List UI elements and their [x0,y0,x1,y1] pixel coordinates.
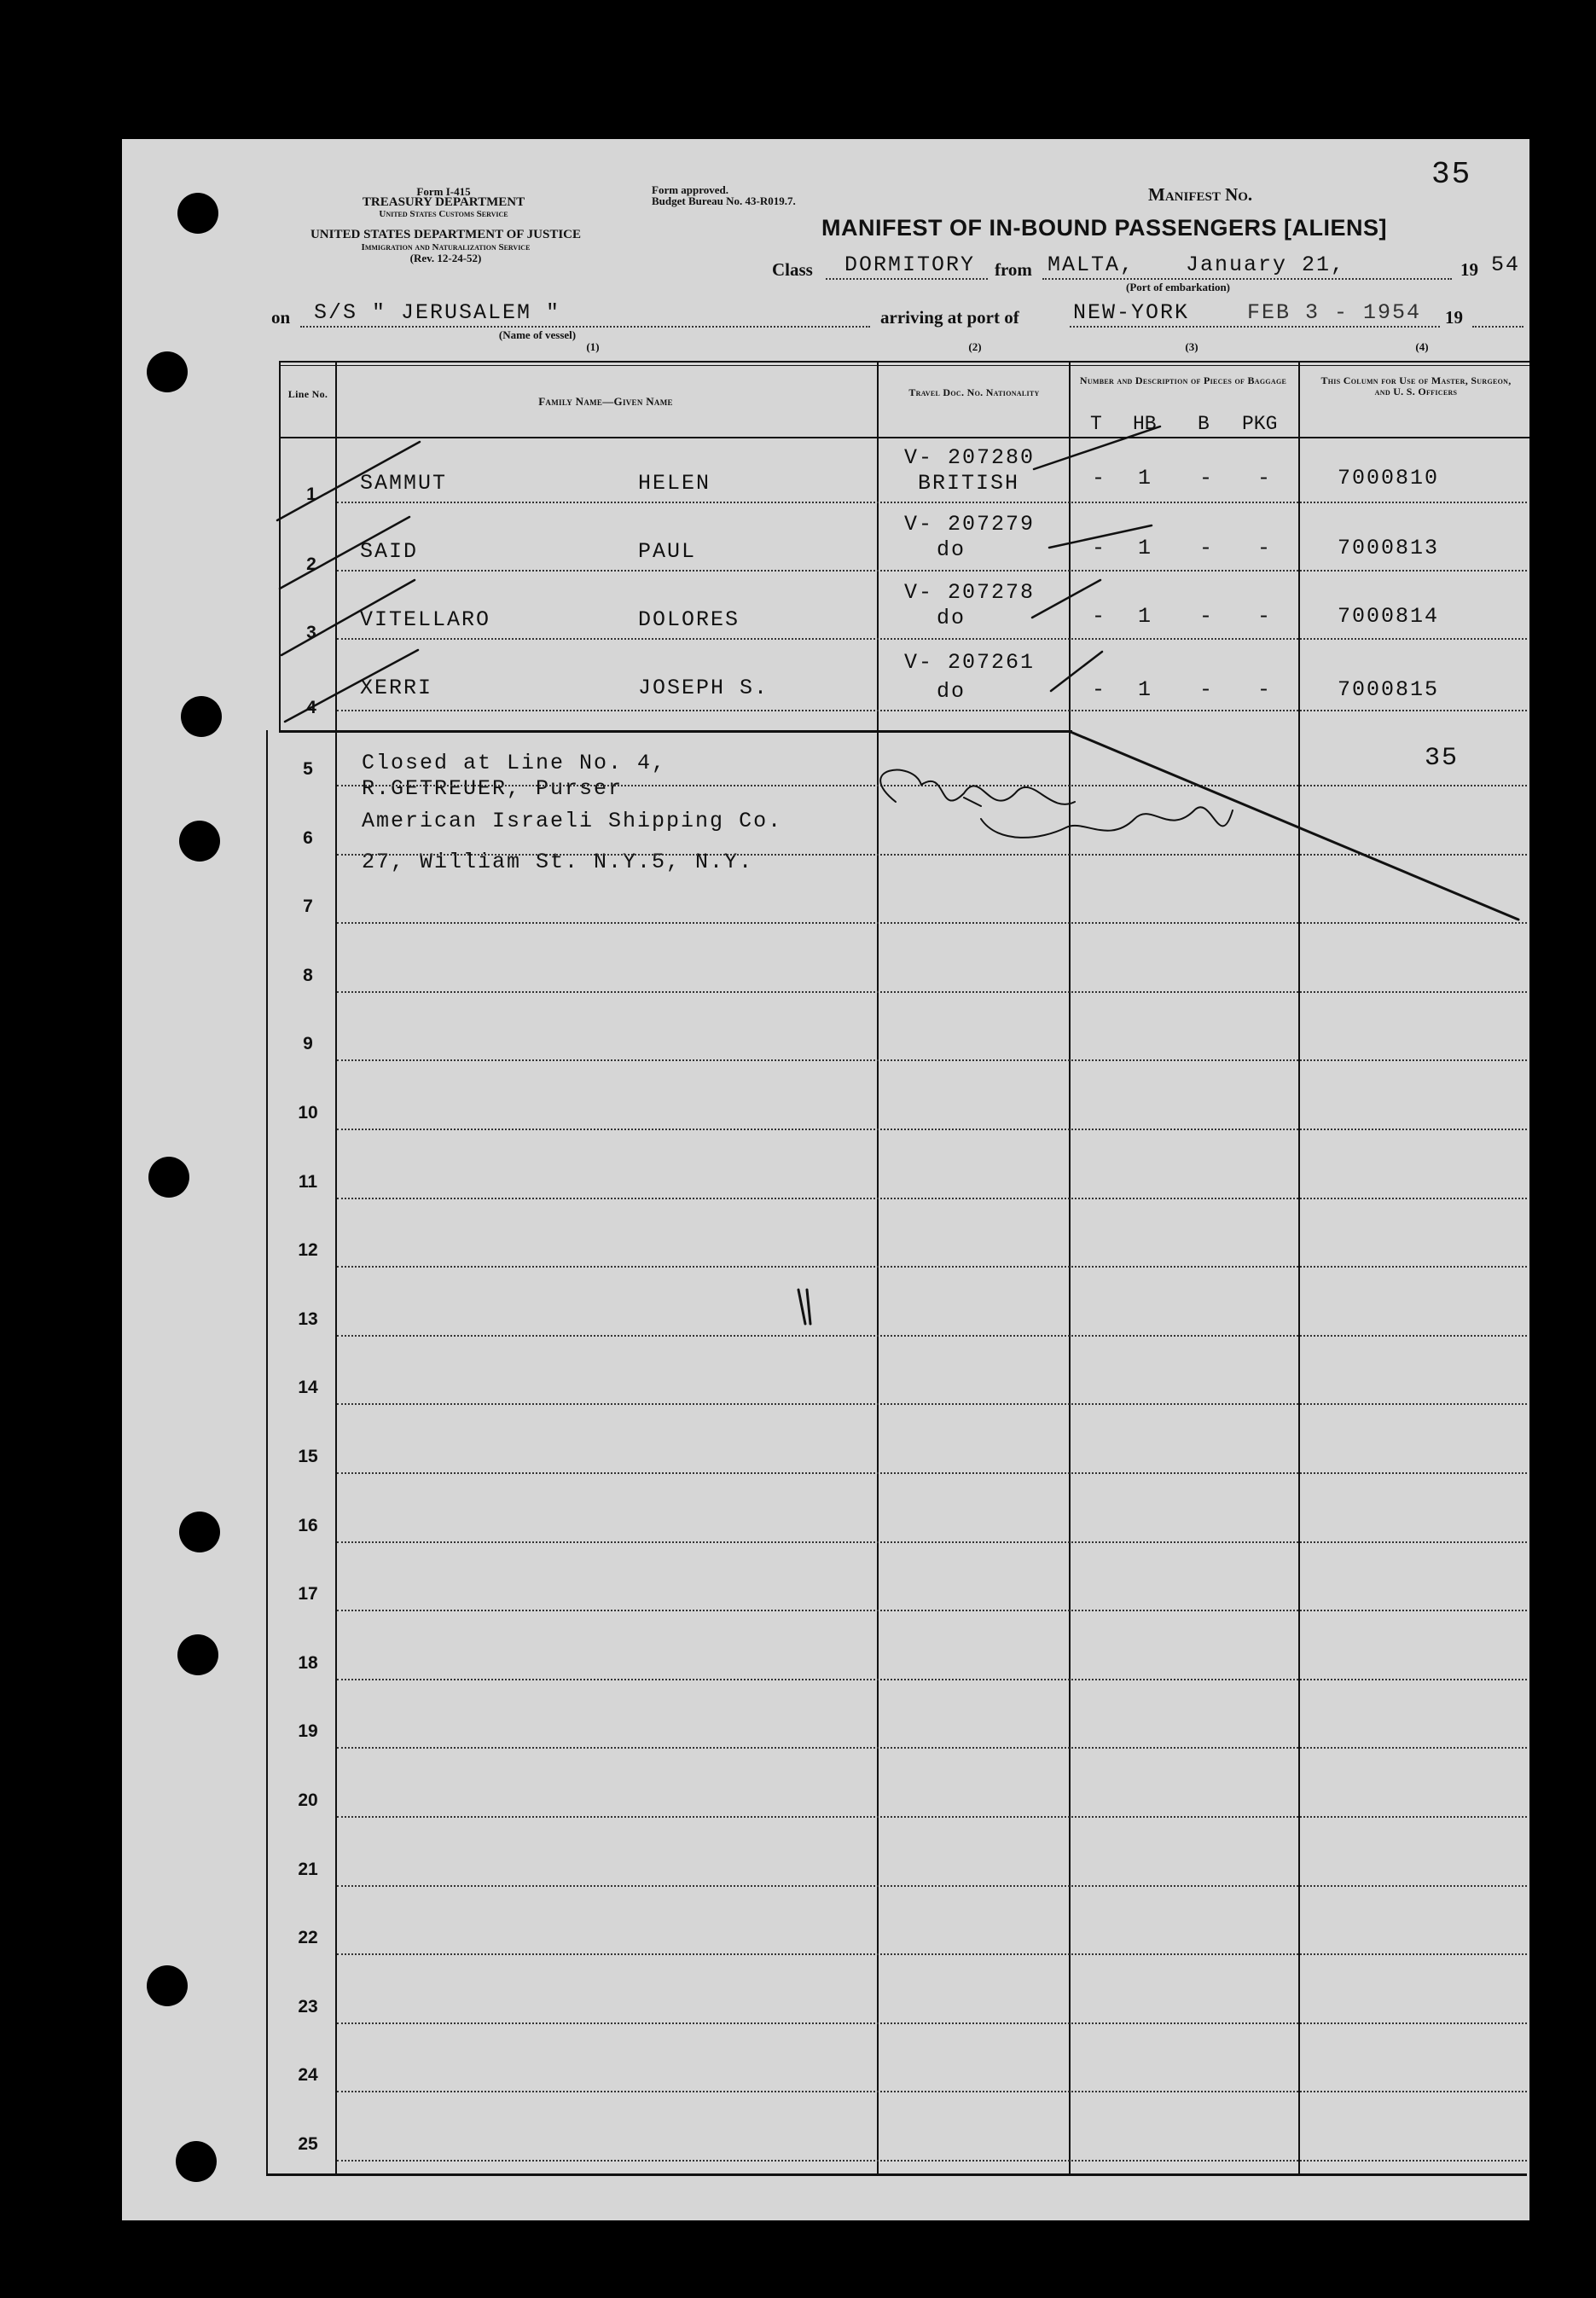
justice-dept: UNITED STATES DEPARTMENT OF JUSTICE [310,228,582,241]
treasury-dept: TREASURY DEPARTMENT [362,195,525,209]
line-number: 7 [303,897,313,916]
line-number: 21 [298,1860,318,1879]
nationality: do [937,537,966,562]
line-number: 15 [298,1447,318,1466]
bag-t: - [1092,536,1107,560]
bag-t-header: T [1090,413,1102,435]
class-label: Class [772,259,813,280]
nationality: do [937,679,966,704]
date-value: January 21, [1186,252,1346,277]
travel-doc: V- 207280 [904,445,1036,470]
line-number: 23 [298,1997,318,2017]
class-value: DORMITORY [844,252,976,277]
line-number: 20 [298,1790,318,1810]
col-officers-header: This Column for Use of Master, Surgeon, and U. S. Officers [1320,374,1512,398]
officer-code: 7000815 [1338,677,1440,702]
revision: (Rev. 12-24-52) [409,252,482,264]
travel-doc: V- 207278 [904,580,1036,605]
bag-hb: 1 [1138,536,1153,560]
line-number: 14 [298,1378,318,1397]
bag-hb: 1 [1138,466,1153,490]
family-name: SAID [360,539,419,564]
check-mark [1032,580,1100,618]
line-number: 19 [298,1721,318,1741]
bag-b: - [1199,677,1215,702]
budget-bureau: Budget Bureau No. 43-R019.7. [652,194,796,207]
col-baggage-header: Number and Description of Pieces of Baggage [1079,374,1287,386]
line-number: 25 [298,2134,318,2154]
col-ref-2: (2) [968,340,982,353]
line-number: 5 [303,759,313,779]
arriving-value: NEW-YORK [1073,300,1190,325]
signature-mark [880,770,1075,804]
form-number: Form I-415 [416,185,471,198]
check-mark [1051,652,1102,691]
closing-line-1: Closed at Line No. 4, [362,751,667,775]
year-value: 54 [1491,252,1521,277]
line-number: 11 [298,1172,318,1192]
officer-code: 7000814 [1338,604,1440,629]
bag-pkg-header: PKG [1242,413,1278,435]
line-number: 2 [306,554,316,574]
bag-b-header: B [1198,413,1210,435]
form-approved: Form approved. [652,183,729,196]
bag-b: - [1199,604,1215,629]
customs-service: United States Customs Service [379,209,508,219]
line-number: 22 [298,1928,318,1947]
manifest-no-label: Manifest No. [1148,184,1253,205]
line-number: 4 [306,698,316,717]
bag-t: - [1092,466,1107,490]
from-label: from [995,259,1032,280]
bag-pkg: - [1257,677,1273,702]
line-number: 13 [298,1309,318,1329]
given-name: PAUL [638,539,697,564]
line-number: 8 [303,966,313,985]
manifest-no-value: 35 [1431,157,1472,192]
given-name: HELEN [638,471,711,496]
officer-code: 7000813 [1338,536,1440,560]
col-travel-header: Travel Doc. No. Nationality [908,386,1040,398]
travel-doc: V- 207261 [904,650,1036,675]
line-number: 1 [306,485,316,504]
year2-prefix: 19 [1445,307,1463,328]
page-title: MANIFEST OF IN-BOUND PASSENGERS [ALIENS] [821,215,1388,241]
from-value: MALTA, [1048,252,1135,277]
check-mark [1034,427,1160,469]
bag-t: - [1092,677,1107,702]
bag-hb: 1 [1138,677,1153,702]
check-mark [280,517,409,589]
bag-b: - [1199,466,1215,490]
col-name-header: Family Name—Given Name [538,395,673,408]
line-number: 12 [298,1240,318,1260]
col-ref-4: (4) [1415,340,1429,353]
bag-t: - [1092,604,1107,629]
bag-hb: 1 [1138,604,1153,629]
check-mark [281,580,415,655]
family-name: VITELLARO [360,607,491,632]
given-name: JOSEPH S. [638,676,769,700]
line-number: 9 [303,1034,313,1053]
nationality: BRITISH [918,471,1020,496]
ins-service: Immigration and Naturalization Service [361,242,531,252]
check-mark [1049,525,1152,548]
bag-pkg: - [1257,466,1273,490]
line-number: 10 [298,1103,318,1123]
check-mark [285,650,418,722]
arrival-date-stamp: FEB 3 - 1954 [1247,300,1422,325]
year-prefix: 19 [1460,259,1478,280]
line-number: 16 [298,1516,318,1535]
line-number: 3 [306,623,316,642]
family-name: SAMMUT [360,471,448,496]
vessel-label: (Name of vessel) [498,328,577,341]
line-number: 24 [298,2065,318,2085]
closing-line-4: 27, William St. N.Y.5, N.Y. [362,850,754,874]
initials-mark [981,807,1233,838]
col-line-header: Line No. [287,388,328,400]
closing-diagonal-line [1071,732,1518,920]
check-mark [277,442,420,520]
given-name: DOLORES [638,607,740,632]
line-number: 18 [298,1653,318,1673]
closing-line-3: American Israeli Shipping Co. [362,809,783,833]
line-number: 6 [303,828,313,848]
on-label: on [271,307,291,328]
line-number: 17 [298,1584,318,1604]
side-number: 35 [1425,744,1460,773]
bag-hb-header: HB [1133,413,1157,435]
vessel-value: S/S " JERUSALEM " [314,300,561,325]
port-embark-label: (Port of embarkation) [1125,281,1231,293]
family-name: XERRI [360,676,433,700]
bag-b: - [1199,536,1215,560]
arriving-label: arriving at port of [880,307,1019,328]
col-ref-1: (1) [586,340,600,353]
closing-line-2: R.GETREUER, Purser [362,776,624,801]
bag-pkg: - [1257,536,1273,560]
nationality: do [937,606,966,630]
officer-code: 7000810 [1338,466,1440,490]
bag-pkg: - [1257,604,1273,629]
col-ref-3: (3) [1185,340,1198,353]
travel-doc: V- 207279 [904,512,1036,537]
